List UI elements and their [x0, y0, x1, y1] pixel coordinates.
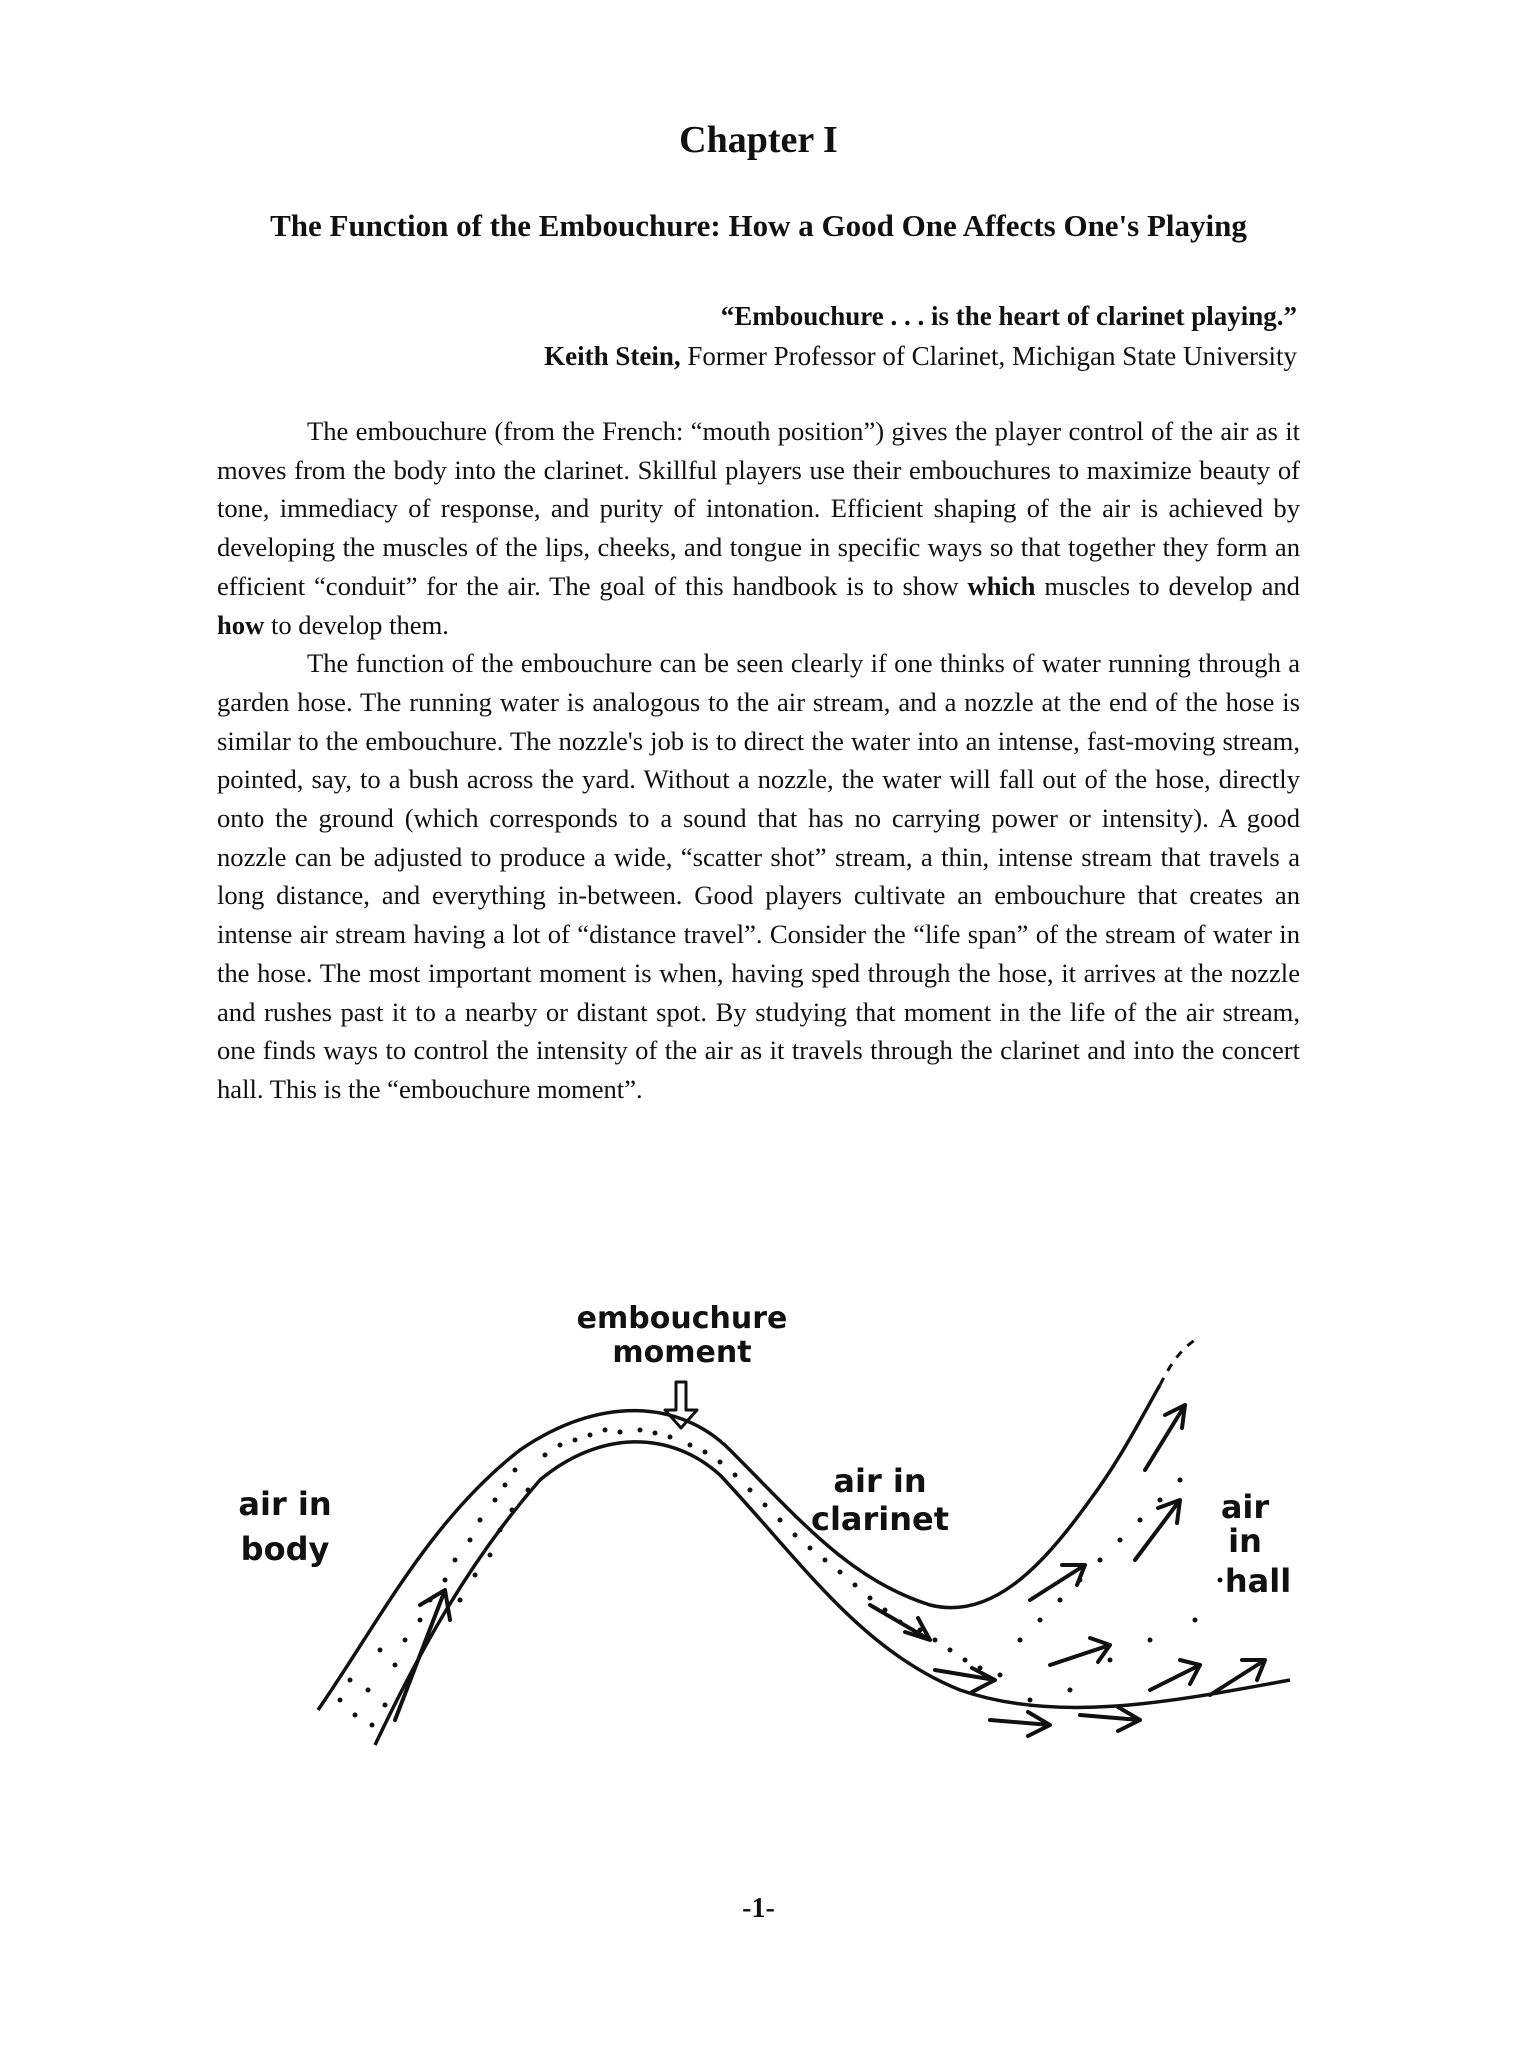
label-embouchure-moment-line1: embouchure [576, 1301, 788, 1336]
arrow-hall-7-icon [1135, 1500, 1180, 1560]
epigraph [544, 296, 1297, 376]
label-air-in-body-line1: air in [238, 1485, 332, 1523]
emphasis-how: how [217, 609, 265, 640]
label-air-in-hall-line2: in [1228, 1522, 1262, 1560]
paragraph-2: The function of the embouchure can be seen clearly if one thinks of water running through a garden hose. The running water is analogous to the air stream, and a nozzle at the end of the hose is similar to the embouchure. The nozzle's job is to direct the water into an intense, fast-moving stream, pointed, say, to a bush across the yard. Without a nozzle, the water will fall out of the hose, directly onto the ground (which corresponds to a sound that has no carrying power or intensity). A good nozzle can be adjusted to produce a wide, “scatter shot” stream, a thin, intense stream that travels a long distance, and everything in-between. Good players cultivate an embouchure that creates an intense air stream having a lot of “distance travel”. Consider the “life span” of the stream of water in the hose. The most important moment is when, having sped through the hose, it arrives at the nozzle and rushes past it to a nearby or distant spot. By studying that moment in the life of the air stream, one finds ways to control the intensity of the air as it travels through the clarinet and into the concert hall. This is the “embouchure moment”. [217, 648, 1300, 1104]
air-stream-diagram [0, 1250, 1517, 1810]
arrow-hall-8-icon [1145, 1405, 1185, 1470]
air-dots [338, 1428, 1223, 1728]
label-air-in-clarinet-line2: clarinet [810, 1500, 950, 1538]
arrow-hall-6-icon [1030, 1565, 1085, 1600]
section-title: The Function of the Embouchure: How a Good One Affects One's Playing [270, 208, 1247, 243]
epigraph-author: Keith Stein, [544, 341, 681, 371]
epigraph-attribution [544, 336, 1297, 376]
epigraph-affiliation: Former Professor of Clarinet, Michigan State University [680, 341, 1297, 371]
hall-dashed-edge [1160, 1340, 1195, 1385]
emphasis-which: which [967, 570, 1036, 601]
arrow-hall-3-icon [1080, 1707, 1140, 1731]
label-embouchure-moment-line2: moment [612, 1335, 752, 1370]
arrow-clarinet-icon [870, 1605, 930, 1640]
arrow-hall-1-icon [935, 1668, 995, 1692]
body-text [217, 412, 1300, 1109]
page-number: -1- [742, 1893, 775, 1924]
arrow-hall-4-icon [1050, 1638, 1110, 1665]
arrow-hall-2-icon [990, 1712, 1050, 1736]
hose-upper-edge [318, 1385, 1160, 1710]
chapter-title: Chapter I [679, 119, 838, 161]
label-air-in-body-line2: body [240, 1530, 330, 1568]
arrow-hall-5-icon [1150, 1660, 1200, 1690]
label-air-in-hall-line1: air [1220, 1488, 1270, 1526]
down-arrow-icon [665, 1382, 697, 1428]
paragraph-1: The embouchure (from the French: “mouth position”) gives the player control of the air as it moves from the body into the clarinet. Skillful players use their embouchures to maximize beauty of tone, immediacy of response, and purity of intonation. Efficient shaping of the air is achieved by developing the muscles of the lips, cheeks, and tongue in specific ways so that together they form an efficient “conduit” for the air. The goal of this handbook is to show which muscles to develop and how to develop them. [217, 416, 1300, 640]
label-air-in-hall-line3: hall [1224, 1562, 1292, 1600]
flow-arrows [395, 1405, 1265, 1736]
epigraph-quote: “Embouchure . . . is the heart of clarinet playing.” [720, 301, 1297, 331]
label-air-in-clarinet-line1: air in [833, 1462, 927, 1500]
